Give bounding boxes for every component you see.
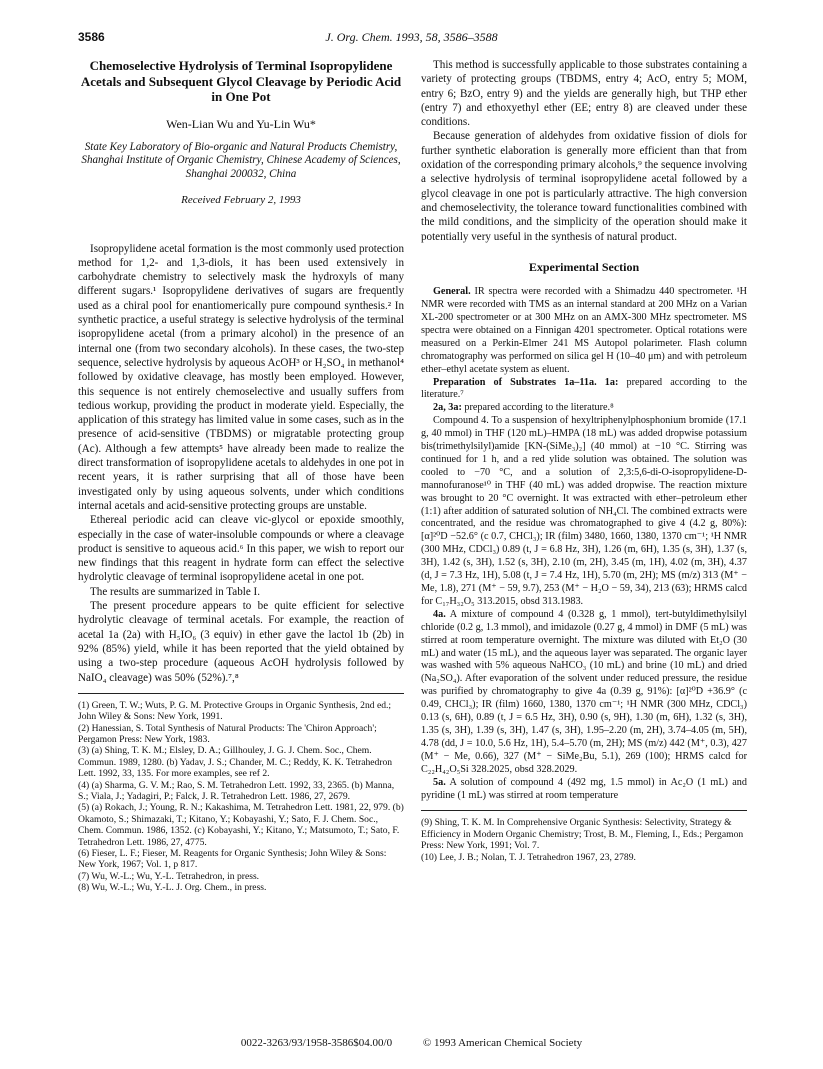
body-paragraph: Because generation of aldehydes from oxidative fission of diols for further synthetic elaboration is generally more efficient than that from oxidation of the corresponding primary alcohols,⁹ the sequence involving a selective hydrolysis of terminal isopropylidene acetal followed by a glycol cleavage in one pot is particularly attractive. The high conversion and chemoselectivity, the tolerance toward functionalities combined with the mild conditions, and the simplicity of the operation should make it potentially very useful in the synthesis of natural product.: [421, 130, 747, 243]
experimental-paragraph: [421, 415, 747, 609]
experimental-paragraph: [421, 609, 747, 777]
article-code: 0022-3263/93/1958-3586$04.00/0: [240, 1037, 393, 1049]
footnote: (9) Shing, T. K. M. In Comprehensive Organic Synthesis: Selectivity, Strategy & Efficiency in Modern Organic Chemistry; Trost, B. M., Fleming, I., Eds.; Pergamon Press: New York, 1991; Vol. 7.: [421, 817, 744, 852]
paragraph-text: prepared according to the literature.⁸: [461, 402, 614, 414]
received-date: Received February 2, 1993: [181, 194, 301, 207]
footnote: (1) Green, T. W.; Wuts, P. G. M. Protective Groups in Organic Synthesis, 2nd ed.; John Wiley & Sons: New York, 1991.: [78, 699, 392, 723]
section-heading: Experimental Section: [528, 259, 640, 274]
journal-citation: J. Org. Chem. 1993, 58, 3586–3588: [325, 30, 498, 44]
experimental-paragraph: [421, 286, 747, 376]
body-paragraph: The results are summarized in Table I.: [90, 585, 260, 598]
paragraph-text: A solution of compound 4 (492 mg, 1.5 mmol) in Ac₂O (1 mL) and pyridine (1 mL) was stirred at room temperature: [421, 776, 747, 801]
footnote: (4) (a) Sharma, G. V. M.; Rao, S. M. Tetrahedron Lett. 1992, 33, 2365. (b) Manna, S.; Viala, J.; Yadagiri, P.; Falck, J. R. Tetrahedron Lett. 1986, 27, 2679.: [78, 779, 395, 803]
body-paragraph: The present procedure appears to be quite efficient for selective hydrolytic cleavage of terminal acetals. For example, the reaction of acetal 1a (2a) with H₅IO₆ (3 equiv) in ether gave the lactol 1b (2b) in 92% (85%) yield, while it has been reported that the yield obtained by using a two-step procedure (aqueous AcOH hydrolysis followed by NaIO₄ cleavage) was 50% (52%).⁷,⁸: [78, 600, 404, 684]
paragraph-text: Compound 4. To a suspension of hexyltriphenylphosphonium bromide (17.1 g, 40 mmol) in THF (120 mL)–HMPA (18 mL) was added dropwise potassium bis(trimethylsilyl)amide [KN-(SiMe₃)₂] (40 mmol) at −10 °C. Stirring was continued for 1 h, and a red ylide solution was obtained. The solution was cooled to −70 °C, and a solution of 2,3:5,6-di-O-isopropylidene-D-mannofuranose¹⁰ in THF (40 mL) was added dropwise. The reaction mixture was brought to 20 °C overnight. It was extracted with ether–petroleum ether (1:1) after addition of saturated solution of NH₄Cl. The combined extracts were concentrated, and the residue was chromatographed to give 4 (4.2 g, 80%): [α]²⁰D −52.6° (c 0.7, CHCl₃); IR (film) 3480, 1660, 1380, 1370 cm⁻¹; ¹H NMR (300 MHz, CDCl₃) 0.89 (t, J = 6.8 Hz, 3H), 1.26 (m, 6H), 1.35 (s, 3H), 1.37 (s, 3H), 1.42 (s, 3H), 1.52 (s, 3H), 2.10 (m, 2H), 3.45 (m, 1H), 4.02 (m, 3H), 4.37 (d, J = 7.3 Hz, 1H), 5.08 (t, J = 7.4 Hz, 1H), 5.70 (m, 2H); MS (m/z) 313 (M⁺ − Me, 1.8), 271 (M⁺ − 59, 9.7), 253 (M⁺ − H₂O − 59, 34), 213 (63); HRMS calcd for C₁₇H₃₂O₅ 313.2015, obsd 313.1983.: [421, 415, 747, 607]
footnote: (5) (a) Rokach, J.; Young, R. N.; Kakashima, M. Tetrahedron Lett. 1981, 22, 979. (b) Okamoto, S.; Shimazaki, T.; Kitano, Y.; Kobayashi, Y.; Sato, F. J. Chem. Soc., Chem. Commun. 1986, 1352. (c) Kobayashi, Y.; Kitano, Y.; Matsumoto, T.; Sato, F. Tetrahedron Lett. 1986, 27, 4775.: [78, 802, 404, 848]
footnotes-left: [78, 700, 404, 894]
footnote: (2) Hanessian, S. Total Synthesis of Natural Products: The 'Chiron Approach'; Pergamon Press: New York, 1983.: [78, 722, 377, 746]
run-in-heading: Preparation of Substrates 1a–11a. 1a:: [433, 376, 619, 388]
experimental-paragraph: [421, 777, 747, 803]
author-affiliation: State Key Laboratory of Bio-organic and Natural Products Chemistry, Shanghai Institute of Organic Chemistry, Chinese Academy of Sciences, Shanghai 200032, China: [81, 140, 401, 180]
run-in-heading: General.: [433, 286, 471, 298]
experimental-paragraph: [421, 402, 747, 415]
footnote-divider: [421, 810, 747, 811]
copyright-notice: © 1993 American Chemical Society: [422, 1037, 583, 1049]
paragraph-text: IR spectra were recorded with a Shimadzu 440 spectrometer. ¹H NMR were recorded with TMS as an internal standard at 200 MHz on a Varian XL-200 spectrometer or at 300 MHz on an AMX-300 MHz spectrometer. MS spectra were obtained on a Finnigan 4201 spectrometer. Optical rotations were measured on a Perkin-Elmer 241 MS Autopol polarimeter. Flash column chromatography was performed on silica gel H (10–40 μm) and with petroleum ether–ethyl acetate system as eluent.: [421, 286, 747, 375]
footnotes-right: [421, 817, 747, 863]
experimental-section: [421, 286, 747, 802]
article-authors: Wen-Lian Wu and Yu-Lin Wu*: [166, 116, 316, 131]
running-header: [78, 30, 745, 46]
left-column: [78, 58, 404, 894]
run-in-heading: 4a.: [433, 608, 446, 620]
right-column: [421, 58, 747, 863]
footnote: (10) Lee, J. B.; Nolan, T. J. Tetrahedron 1967, 23, 2789.: [421, 851, 636, 863]
footnote: (8) Wu, W.-L.; Wu, Y.-L. J. Org. Chem., in press.: [78, 882, 267, 894]
run-in-heading: 2a, 3a:: [433, 402, 462, 414]
page-footer: [0, 1037, 823, 1049]
footnote: (3) (a) Shing, T. K. M.; Elsley, D. A.; Gillhouley, J. G. J. Chem. Soc., Chem. Commun. 1989, 1280. (b) Yadav, J. S.; Chander, M. C.; Reddy, K. K. Tetrahedron Lett. 1992, 33, 135. For more examples, see ref 2.: [78, 745, 393, 780]
article-title: Chemoselective Hydrolysis of Terminal Isopropylidene Acetals and Subsequent Glycol Cleavage by Periodic Acid in One Pot: [80, 58, 402, 104]
footnote-divider: [78, 693, 404, 694]
footnote: (6) Fieser, L. F.; Fieser, M. Reagents for Organic Synthesis; John Wiley & Sons: New York, 1967; Vol. 1, p 817.: [78, 848, 387, 871]
body-paragraph: Ethereal periodic acid can cleave vic-glycol or epoxide smoothly, especially in the case of water-insoluble compounds or where a cleavage product is sensitive to aqueous acid.⁶ In this paper, we wish to report our new findings that this reagent in hydrate form can effect the selective hydrolytic cleavage of terminal isopropylidene acetal in one pot.: [78, 514, 404, 584]
experimental-paragraph: [421, 377, 747, 403]
body-paragraph: Isopropylidene acetal formation is the most commonly used protection method for 1,2- and 1,3-diols, it has been used extensively in carbohydrate chemistry to selectively mask the hydroxyls of many different sugars.¹ Isopropylidene derivatives of sugars are frequently used as a chiral pool for enantiomerically pure compound synthesis.² In synthetic practice, a useful strategy is selective hydrolysis of the terminal isopropylidene acetal (from a primary alcohol) in the presence of an internal one (from two secondary alcohols). In these cases, the two-step sequence, selective hydrolysis by aqueous AcOH³ or H₂SO₄ in methanol⁴ followed by oxidative cleavage, has mostly been employed. However, this sequence is not entirely chemoselective and usually suffers from tedious workup, providing the product in moderate yield. Especially, the application of this strategy has limited value in some cases, such as in the presence of acid-sensitive (TBDMS) or migratable protecting group (Ac). Although a few attempts⁵ have already been made to realize the direct transformation of isopropylidene acetals to aldehydes in one pot in recent years, it is rather surprising that all of those have been investigated only by using aqueous solvents, under which conditions internal acetals and acid-sensitive protecting groups are unstable.: [78, 242, 404, 512]
page-number: 3586: [78, 30, 105, 44]
paragraph-text: A mixture of compound 4 (0.328 g, 1 mmol), tert-butyldimethylsilyl chloride (0.2 g, 1.3 mmol), and imidazole (0.27 g, 4 mmol) in DMF (5 mL) was stirred at room temperature overnight. The mixture was diluted with Et₂O (30 mL) and water (15 mL), and the aqueous layer was separated. The organic layer was washed with 5% aqueous NaHCO₃ (10 mL) and brine (10 mL) and dried (Na₂SO₄). After evaporation of the solvent under reduced pressure, the residue was purified by chromatography to give 4a (0.39 g, 91%): [α]²⁰D +36.9° (c 0.49, CHCl₃); IR (film) 1660, 1380, 1370 cm⁻¹; ¹H NMR (300 MHz, CDCl₃) 0.13 (s, 6H), 0.89 (t, J = 6.5 Hz, 3H), 0.90 (s, 9H), 1.30 (m, 6H), 1.32 (s, 3H), 1.35 (s, 3H), 1.39 (s, 3H), 1.47 (s, 3H), 1.95–2.20 (m, 2H), 3.74–4.05 (m, 5H), 4.78 (dd, J = 10.0, 5.6 Hz, 1H), 5.4–5.70 (m, 2H); MS (m/z) 442 (M⁺, 0.3), 427 (M⁺ − Me, 0.66), 327 (M⁺ − SiMe₂Bu, 5.1), 269 (100); HRMS calcd for C₂₂H₄₂O₅Si 328.2025, obsd 328.2029.: [421, 608, 747, 775]
body-paragraph: This method is successfully applicable to those substrates containing a variety of protecting groups (TBDMS, entry 4; AcO, entry 5; MOM, entry 6; BzO, entry 9) and the yields are generally high, but THP ether (entry 7) and ethoxyethyl ether (EE; entry 8) are cleaved under these conditions.: [421, 59, 747, 129]
footnote: (7) Wu, W.-L.; Wu, Y.-L. Tetrahedron, in press.: [78, 870, 260, 882]
paragraph-text: prepared according to the literature.⁷: [421, 376, 748, 401]
run-in-heading: 5a.: [433, 776, 446, 788]
